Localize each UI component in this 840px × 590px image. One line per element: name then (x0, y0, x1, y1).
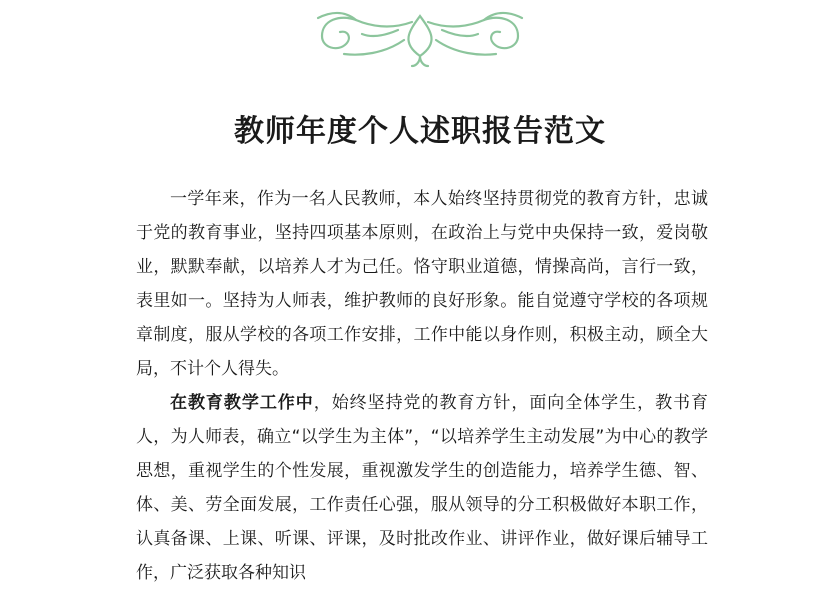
paragraph-2-lead: 在教育教学工作中 (170, 393, 314, 413)
paragraph-1 (136, 182, 708, 386)
paragraph-2-text: ，始终坚持党的教育方针，面向全体学生，教书育人，为人师表，确立“以学生为主体”，“以培养学生主动发展”为中心的教学思想，重视学生的个性发展，重视激发学生的创造能力，培养学生德、智、体、美、劳全面发展，工作责任心强，服从领导的分工积极做好本职工作，认真备课、上课、听课、评课，及时批改作业、讲评作业，做好课后辅导工作，广泛获取各种知识 (136, 393, 709, 583)
decorative-header-ornament (0, 0, 840, 72)
paragraph-2 (136, 386, 708, 590)
page-title: 教师年度个人述职报告范文 (234, 114, 606, 149)
document-body (136, 182, 708, 590)
paragraph-1-text: 一学年来，作为一名人民教师，本人始终坚持贯彻党的教育方针，忠诚于党的教育事业，坚持四项基本原则，在政治上与党中央保持一致，爱岗敬业，默默奉献，以培养人才为己任。恪守职业道德，情操高尚，言行一致，表里如一。坚持为人师表，维护教师的良好形象。能自觉遵守学校的各项规章制度，服从学校的各项工作安排，工作中能以身作则，积极主动，顾全大局，不计个人得失。 (136, 189, 708, 379)
